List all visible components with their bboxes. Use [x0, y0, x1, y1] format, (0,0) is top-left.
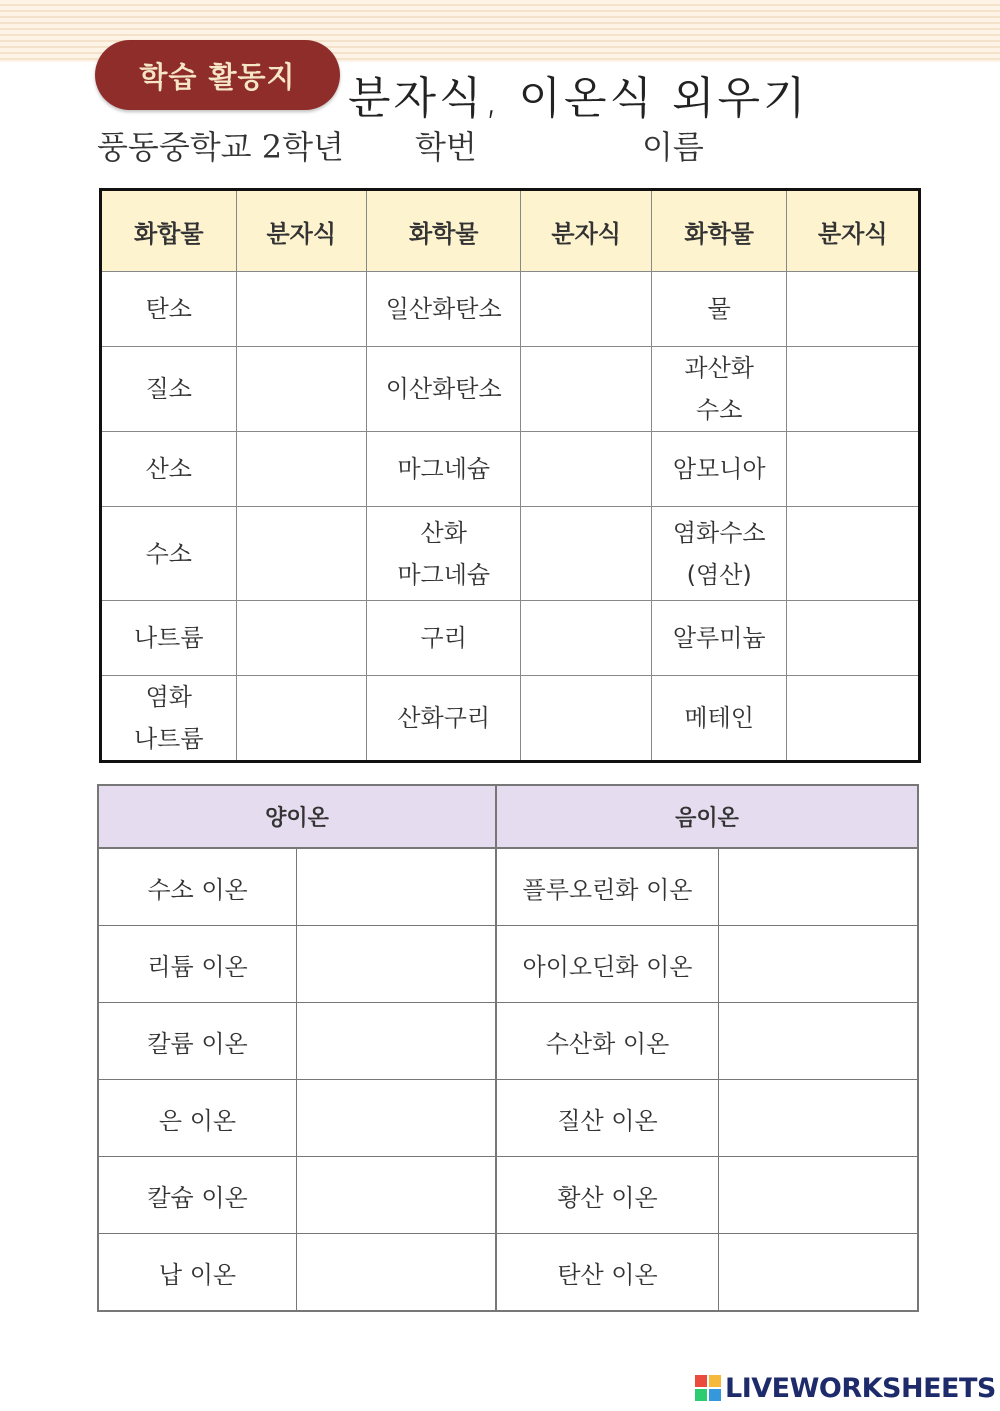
answer-blank[interactable]: [719, 848, 919, 926]
compound-name-line: 물: [707, 295, 731, 323]
compound-name-line: 염화: [145, 683, 192, 711]
answer-blank[interactable]: [719, 1080, 919, 1157]
answer-blank[interactable]: [521, 601, 652, 676]
compound-name-cell: [101, 432, 237, 507]
compound-name-cell: [367, 432, 521, 507]
compound-name-line: 산소: [145, 455, 192, 483]
answer-blank[interactable]: [236, 507, 367, 601]
answer-blank[interactable]: [297, 926, 496, 1003]
compound-name-cell: [651, 272, 787, 347]
compound-name-cell: [651, 507, 787, 601]
anion-name-cell: 탄산 이온: [496, 1234, 718, 1312]
answer-blank[interactable]: [521, 347, 652, 432]
table-row: [98, 1080, 918, 1157]
compound-name-line: 마그네슘: [397, 560, 491, 589]
compound-name-cell: [367, 676, 521, 762]
compound-name-line: 염화수소: [672, 518, 766, 547]
anion-header: 음이온: [496, 785, 918, 848]
page-title: 분자식, 이온식 외우기: [348, 73, 809, 124]
anion-name-cell: 플루오린화 이온: [496, 848, 718, 926]
compound-name-line: 이산화탄소: [385, 375, 502, 403]
header-cell: 화학물: [367, 190, 521, 272]
compounds-table: [99, 188, 921, 763]
cation-name-cell: 리튬 이온: [98, 926, 297, 1003]
answer-blank[interactable]: [787, 272, 920, 347]
compound-name-line: 질소: [145, 375, 192, 403]
compound-name-line: 마그네슘: [397, 455, 491, 483]
compound-name-line: 산화구리: [397, 704, 491, 732]
compound-name-line: 일산화탄소: [385, 295, 502, 323]
anion-name-cell: 질산 이온: [496, 1080, 718, 1157]
answer-blank[interactable]: [521, 432, 652, 507]
header-cell: 분자식: [236, 190, 367, 272]
table-row: [101, 347, 920, 432]
cation-name-cell: 칼슘 이온: [98, 1157, 297, 1234]
compound-name-line: (염산): [686, 560, 752, 589]
compound-name-cell: [101, 507, 237, 601]
compound-name-line: 나트륨: [133, 624, 204, 652]
answer-blank[interactable]: [297, 848, 496, 926]
ions-table: [97, 784, 919, 1312]
header-cell: 분자식: [787, 190, 920, 272]
answer-blank[interactable]: [787, 347, 920, 432]
activity-badge: [95, 40, 340, 110]
anion-name-cell: 아이오딘화 이온: [496, 926, 718, 1003]
icon-square: [695, 1375, 707, 1387]
student-number-label: 학번: [415, 128, 477, 166]
table-row: [98, 848, 918, 926]
compound-name-line: 나트륨: [133, 725, 204, 753]
icon-square: [709, 1389, 721, 1401]
compound-name-line: 수소: [145, 539, 192, 568]
answer-blank[interactable]: [236, 676, 367, 762]
answer-blank[interactable]: [719, 1157, 919, 1234]
table-row: [98, 1003, 918, 1080]
answer-blank[interactable]: [719, 1003, 919, 1080]
answer-blank[interactable]: [236, 272, 367, 347]
icon-square: [709, 1375, 721, 1387]
answer-blank[interactable]: [719, 926, 919, 1003]
compound-name-cell: [651, 432, 787, 507]
liveworksheets-icon: [695, 1375, 721, 1401]
cation-name-cell: 칼륨 이온: [98, 1003, 297, 1080]
compounds-header-row: [101, 190, 920, 272]
answer-blank[interactable]: [236, 432, 367, 507]
answer-blank[interactable]: [297, 1234, 496, 1312]
answer-blank[interactable]: [236, 601, 367, 676]
anion-name-cell: 수산화 이온: [496, 1003, 718, 1080]
compound-name-line: 탄소: [145, 295, 192, 323]
answer-blank[interactable]: [787, 432, 920, 507]
icon-square: [695, 1389, 707, 1401]
cation-name-cell: 수소 이온: [98, 848, 297, 926]
compound-name-line: 암모니아: [672, 455, 766, 483]
header-cell: 화합물: [101, 190, 237, 272]
ions-header-row: [98, 785, 918, 848]
compound-name-cell: [101, 676, 237, 762]
compound-name-cell: [101, 347, 237, 432]
compound-name-cell: [651, 601, 787, 676]
liveworksheets-logo: [695, 1370, 996, 1406]
table-row: [101, 507, 920, 601]
answer-blank[interactable]: [236, 347, 367, 432]
table-row: [101, 676, 920, 762]
compound-name-line: 알루미늄: [672, 624, 766, 652]
answer-blank[interactable]: [297, 1157, 496, 1234]
table-row: [98, 1234, 918, 1312]
compound-name-line: 구리: [420, 624, 467, 652]
compound-name-line: 과산화: [684, 354, 754, 382]
badge-label: 학습 활동지: [139, 59, 296, 94]
compound-name-cell: [367, 347, 521, 432]
compound-name-cell: [367, 601, 521, 676]
compound-name-cell: [651, 347, 787, 432]
cation-header: 양이온: [98, 785, 496, 848]
table-row: [101, 272, 920, 347]
header-cell: 화학물: [651, 190, 787, 272]
table-row: [101, 601, 920, 676]
compound-name-cell: [367, 507, 521, 601]
compound-name-cell: [101, 272, 237, 347]
compound-name-line: 수소: [696, 396, 743, 424]
answer-blank[interactable]: [297, 1080, 496, 1157]
table-row: [101, 432, 920, 507]
school-label: 풍동중학교 2학년: [97, 128, 344, 166]
answer-blank[interactable]: [787, 601, 920, 676]
answer-blank[interactable]: [297, 1003, 496, 1080]
anion-name-cell: 황산 이온: [496, 1157, 718, 1234]
cation-name-cell: 은 이온: [98, 1080, 297, 1157]
answer-blank[interactable]: [521, 272, 652, 347]
compound-name-cell: [651, 676, 787, 762]
compound-name-cell: [367, 272, 521, 347]
answer-blank[interactable]: [787, 507, 920, 601]
table-row: [98, 1157, 918, 1234]
compound-name-cell: [101, 601, 237, 676]
compound-name-line: 산화: [420, 518, 467, 547]
compound-name-line: 메테인: [684, 704, 754, 732]
answer-blank[interactable]: [787, 676, 920, 762]
brand-text: LIVEWORKSHEETS: [725, 1372, 996, 1404]
answer-blank[interactable]: [521, 676, 652, 762]
cation-name-cell: 납 이온: [98, 1234, 297, 1312]
answer-blank[interactable]: [521, 507, 652, 601]
answer-blank[interactable]: [719, 1234, 919, 1312]
header-cell: 분자식: [521, 190, 652, 272]
name-label: 이름: [642, 128, 704, 166]
table-row: [98, 926, 918, 1003]
